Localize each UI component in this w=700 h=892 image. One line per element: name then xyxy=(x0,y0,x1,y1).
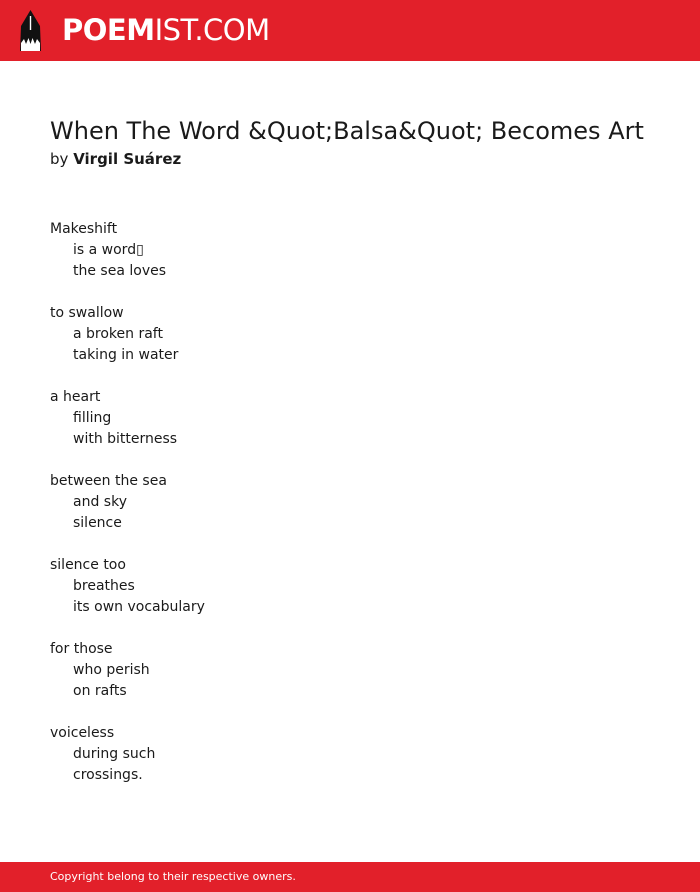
poem-line: voiceless xyxy=(50,725,115,741)
poem-line: with bitterness xyxy=(73,431,178,447)
byline xyxy=(50,148,181,170)
site-logo[interactable] xyxy=(62,12,270,48)
stanza xyxy=(50,387,205,450)
poem-line: a heart xyxy=(50,389,101,405)
poem-title: When The Word &Quot;Balsa&Quot; Becomes Art xyxy=(50,117,644,145)
logo-text-bold: POEM xyxy=(62,13,155,47)
stanza xyxy=(50,555,205,618)
poem-line: the sea loves xyxy=(73,263,167,279)
poem-body xyxy=(50,219,205,807)
poem-line: to swallow xyxy=(50,305,124,321)
stanza xyxy=(50,639,205,702)
author-name: Virgil Suárez xyxy=(73,150,182,168)
site-header xyxy=(0,0,700,61)
poem-line: during such xyxy=(73,746,156,762)
poem-line: silence too xyxy=(50,557,126,573)
by-label: by xyxy=(50,150,69,168)
poem-line: silence xyxy=(73,515,122,531)
poem-line: and sky xyxy=(73,494,127,510)
poem-line: Makeshift xyxy=(50,221,118,237)
pen-nib-icon xyxy=(18,10,43,51)
poem-line: breathes xyxy=(73,578,135,594)
poem-line: its own vocabulary xyxy=(73,599,205,615)
stanza xyxy=(50,303,205,366)
poem-line: is a word▯ xyxy=(73,242,144,258)
poem-line: taking in water xyxy=(73,347,179,363)
poem-line: between the sea xyxy=(50,473,167,489)
poem-line: on rafts xyxy=(73,683,127,699)
copyright-text: Copyright belong to their respective owners. xyxy=(50,870,296,883)
stanza xyxy=(50,471,205,534)
site-footer xyxy=(0,862,700,892)
stanza xyxy=(50,723,205,786)
poem-line: a broken raft xyxy=(73,326,163,342)
poem-line: crossings. xyxy=(73,767,143,783)
poem-line: for those xyxy=(50,641,113,657)
stanza xyxy=(50,219,205,282)
poem-line: filling xyxy=(73,410,112,426)
logo-text-light: IST.COM xyxy=(154,13,270,47)
poem-line: who perish xyxy=(73,662,150,678)
